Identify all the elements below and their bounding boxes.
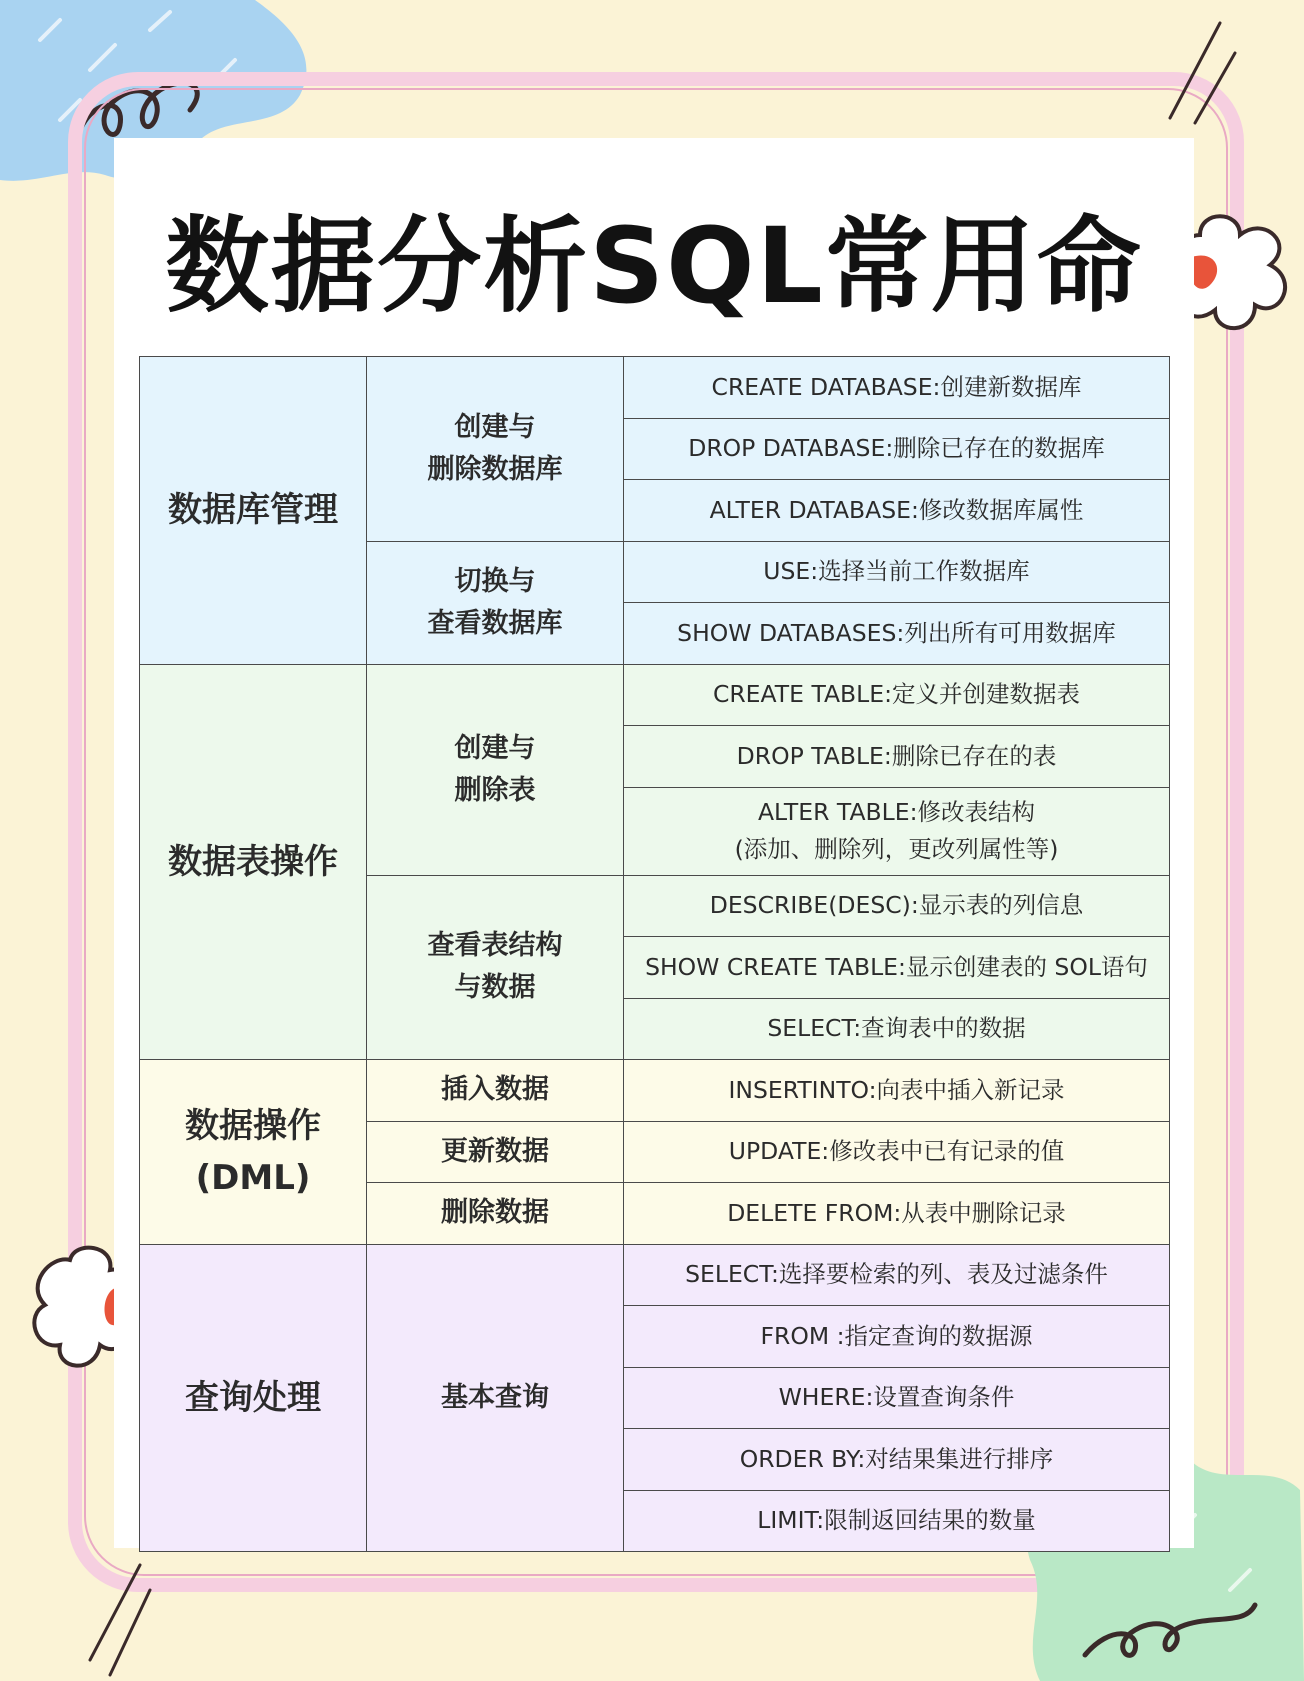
- subcategory-label: 删除数据库: [427, 453, 563, 485]
- subcategory-cell: [367, 1060, 624, 1122]
- subcategory-label: 查看表结构: [427, 930, 563, 962]
- subcategory-cell: [367, 1183, 624, 1245]
- command-text: SELECT:选择要检索的列、表及过滤条件: [685, 1260, 1108, 1289]
- subcategory-cell: [367, 875, 624, 1060]
- command-text: LIMIT:限制返回结果的数量: [757, 1506, 1036, 1535]
- category-cell: [140, 357, 367, 665]
- command-text: ALTER DATABASE:修改数据库属性: [709, 495, 1084, 524]
- command-text: FROM :指定查询的数据源: [760, 1321, 1033, 1350]
- subcategory-label: 更新数据: [441, 1135, 549, 1167]
- command-text: ORDER BY:对结果集进行排序: [739, 1444, 1054, 1473]
- subcategory-label: 删除数据: [441, 1197, 549, 1229]
- command-cell: [624, 1367, 1170, 1429]
- command-text: (添加、删除列，更改列属性等): [734, 835, 1059, 863]
- sql-command-table: [139, 356, 1170, 1552]
- command-text: UPDATE:修改表中已有记录的值: [728, 1137, 1065, 1166]
- content-card: [114, 138, 1194, 1548]
- subcategory-label: 与数据: [454, 972, 536, 1004]
- command-cell: [624, 541, 1170, 603]
- command-cell: [624, 603, 1170, 665]
- command-text: DROP DATABASE:删除已存在的数据库: [688, 434, 1105, 463]
- subcategory-label: 切换与: [454, 565, 536, 597]
- command-text: SHOW DATABASES:列出所有可用数据库: [677, 618, 1116, 647]
- command-cell: [624, 1060, 1170, 1122]
- category-label: 数据操作: [185, 1105, 321, 1146]
- subcategory-cell: [367, 664, 624, 875]
- doodle-loop-bottom-icon: [1080, 1585, 1260, 1665]
- table-row: [140, 1060, 1170, 1122]
- subcategory-label: 基本查询: [441, 1381, 549, 1413]
- command-text: DELETE FROM:从表中删除记录: [727, 1198, 1066, 1227]
- category-cell: [140, 1244, 367, 1552]
- command-cell: [624, 875, 1170, 937]
- command-cell: [624, 787, 1170, 875]
- category-label: 数据表操作: [168, 841, 338, 882]
- command-text: SELECT:查询表中的数据: [767, 1014, 1026, 1043]
- command-cell: [624, 726, 1170, 788]
- command-cell: [624, 480, 1170, 542]
- category-cell: [140, 664, 367, 1060]
- command-text: DESCRIBE(DESC):显示表的列信息: [709, 891, 1084, 920]
- command-cell: [624, 1490, 1170, 1552]
- category-label: (DML): [195, 1157, 311, 1198]
- subcategory-label: 创建与: [454, 732, 536, 764]
- command-cell: [624, 418, 1170, 480]
- frame-scribble-bottom-left-icon: [80, 1560, 160, 1680]
- subcategory-label: 删除表: [454, 774, 536, 806]
- table-row: [140, 357, 1170, 419]
- frame-scribble-top-right-icon: [1160, 18, 1240, 128]
- subcategory-label: 创建与: [454, 411, 536, 443]
- category-label: 数据库管理: [168, 490, 338, 531]
- command-cell: [624, 1429, 1170, 1491]
- command-cell: [624, 357, 1170, 419]
- subcategory-cell: [367, 541, 624, 664]
- page-title: 数据分析SQL常用命: [165, 205, 1143, 327]
- table-row: [140, 664, 1170, 726]
- category-cell: [140, 1060, 367, 1245]
- command-cell: [624, 1306, 1170, 1368]
- subcategory-label: 查看数据库: [427, 607, 563, 639]
- command-text: INSERTINTO:向表中插入新记录: [728, 1075, 1065, 1104]
- command-text: USE:选择当前工作数据库: [763, 557, 1030, 586]
- command-text: SHOW CREATE TABLE:显示创建表的 SOL语句: [645, 952, 1148, 981]
- command-cell: [624, 1121, 1170, 1183]
- command-text: CREATE DATABASE:创建新数据库: [711, 372, 1082, 401]
- command-cell: [624, 664, 1170, 726]
- subcategory-label: 插入数据: [441, 1074, 549, 1106]
- command-text: CREATE TABLE:定义并创建数据表: [712, 680, 1081, 709]
- command-cell: [624, 937, 1170, 999]
- command-text: DROP TABLE:删除已存在的表: [736, 741, 1057, 770]
- command-cell: [624, 998, 1170, 1060]
- subcategory-cell: [367, 1121, 624, 1183]
- table-row: [140, 1244, 1170, 1306]
- command-cell: [624, 1244, 1170, 1306]
- category-label: 查询处理: [185, 1377, 321, 1418]
- subcategory-cell: [367, 357, 624, 542]
- command-cell: [624, 1183, 1170, 1245]
- command-text: ALTER TABLE:修改表结构: [757, 798, 1036, 826]
- command-text: WHERE:设置查询条件: [778, 1383, 1015, 1412]
- subcategory-cell: [367, 1244, 624, 1552]
